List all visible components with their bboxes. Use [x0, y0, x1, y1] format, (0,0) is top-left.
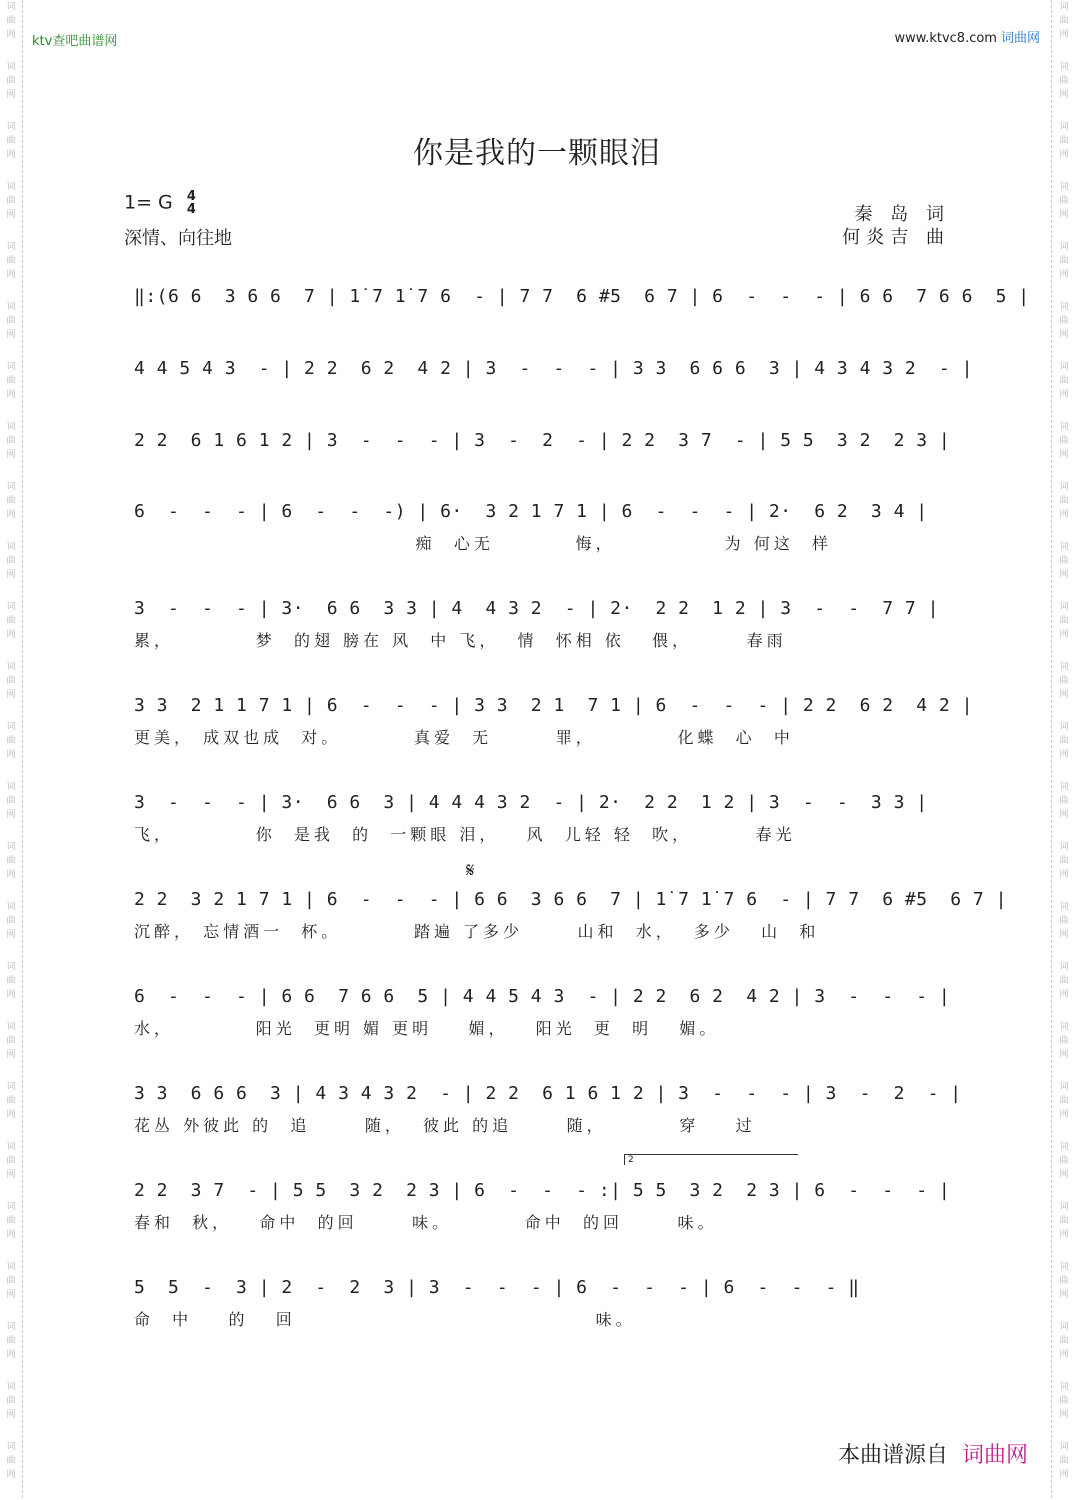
footer-source — [838, 1438, 1028, 1469]
side-watermark: 词 曲 网 — [1059, 362, 1069, 400]
note-row: 3 3 2 1 1 7 1 | 6 - - - | 3 3 2 1 7 1 | 6 - - - | 2 2 6 2 4 2 | — [134, 695, 973, 716]
note-row: 3 - - - | 3· 6 6 3 3 | 4 4 3 2 - | 2· 2 2 1 2 | 3 - - 7 7 | — [134, 598, 939, 619]
side-watermark: 词 曲 网 — [6, 722, 16, 760]
lyric-row: 春和 秋， 命中 的回 味。 命中 的回 味。 — [134, 1213, 718, 1232]
side-watermark: 词 曲 网 — [1059, 422, 1069, 460]
lyric-row: 累， 梦 的翅 膀在 风 中 飞， 情 怀相 依 偎， 春雨 — [134, 631, 787, 650]
score-line — [134, 286, 1030, 307]
lyricist: 秦 岛 词 — [854, 204, 950, 225]
side-watermark: 词 曲 网 — [6, 1202, 16, 1240]
side-watermark: 词 曲 网 — [1059, 1022, 1069, 1060]
side-watermark: 词 曲 网 — [6, 122, 16, 160]
score-line — [134, 1180, 954, 1232]
side-watermark: 词 曲 网 — [6, 362, 16, 400]
lyric-row: 花丛 外彼此 的 追 随， 彼此 的追 随， 穿 过 — [134, 1116, 756, 1135]
time-bottom: 4 — [186, 202, 196, 217]
side-watermark: 词 曲 网 — [1059, 302, 1069, 340]
lyric-row: 沉醉， 忘情酒一 杯。 踏遍 了多少 山和 水， 多少 山 和 — [134, 922, 820, 941]
lyric-row: 更美， 成双也成 对。 真爱 无 罪， 化蝶 心 中 — [134, 728, 794, 747]
score-line — [134, 889, 1007, 941]
lyric-row: 痴 心无 悔， 为 何这 样 — [134, 534, 832, 553]
score-line — [134, 986, 954, 1038]
side-watermark: 词 曲 网 — [6, 542, 16, 580]
side-watermark: 词 曲 网 — [6, 242, 16, 280]
footer-label: 本曲谱源自 — [837, 1443, 948, 1468]
volta-bracket — [624, 1154, 798, 1165]
side-watermark: 词 曲 网 — [1059, 1322, 1069, 1360]
side-watermark: 词 曲 网 — [1059, 242, 1069, 280]
side-watermark: 词 曲 网 — [1059, 782, 1069, 820]
left-watermark-column — [3, 0, 19, 1500]
side-watermark: 词 曲 网 — [6, 602, 16, 640]
score-line — [134, 695, 973, 747]
note-row: ‖:(6 6 3 6 6 7 | 1̇ 7 1̇ 7 6 - | 7 7 6 #5 6 7 | 6 - - - | 6 6 7 6 6 5 | — [134, 286, 1030, 307]
lyric-row: 命 中 的 回 味。 — [134, 1310, 636, 1329]
side-watermark: 词 曲 网 — [1059, 1382, 1069, 1420]
score-line — [134, 1277, 954, 1329]
note-row: 6 - - - | 6 6 7 6 6 5 | 4 4 5 4 3 - | 2 2 6 2 4 2 | 3 - - - | — [134, 986, 951, 1007]
note-row: 2 2 3 7 - | 5 5 3 2 2 3 | 6 - - - :| 5 5 3 2 2 3 | 6 - - - | — [134, 1180, 951, 1201]
score-line — [134, 501, 954, 553]
score-line — [134, 1083, 962, 1135]
footer-site[interactable]: 词曲网 — [961, 1443, 1028, 1468]
side-watermark: 词 曲 网 — [1059, 722, 1069, 760]
score-line — [134, 358, 973, 379]
side-watermark: 词 曲 网 — [6, 482, 16, 520]
header-brand[interactable]: ktv查吧曲谱网 — [32, 34, 118, 49]
volta-label: 2 — [628, 1155, 634, 1165]
side-watermark: 词 曲 网 — [1059, 2, 1069, 40]
side-watermark: 词 曲 网 — [1059, 1082, 1069, 1120]
note-row: 2 2 3 2 1 7 1 | 6 - - - | 6 6 3 6 6 7 | 1̇ 7 1̇ 7 6 - | 7 7 6 #5 6 7 | — [134, 889, 1007, 910]
side-watermark: 词 曲 网 — [6, 1142, 16, 1180]
side-watermark: 词 曲 网 — [6, 662, 16, 700]
note-row: 3 3 6 6 6 3 | 4 3 4 3 2 - | 2 2 6 1 6 1 2 | 3 - - - | 3 - 2 - | — [134, 1083, 962, 1104]
note-row: 3 - - - | 3· 6 6 3 | 4 4 4 3 2 - | 2· 2 2 1 2 | 3 - - 3 3 | — [134, 792, 928, 813]
side-watermark: 词 曲 网 — [1059, 1262, 1069, 1300]
side-watermark: 词 曲 网 — [1059, 662, 1069, 700]
score-line — [134, 792, 954, 844]
side-watermark: 词 曲 网 — [1059, 1202, 1069, 1240]
side-watermark: 词 曲 网 — [6, 962, 16, 1000]
side-watermark: 词 曲 网 — [1059, 902, 1069, 940]
note-row: 5 5 - 3 | 2 - 2 3 | 3 - - - | 6 - - - | 6 - - - ‖ — [134, 1277, 860, 1298]
score-line — [134, 598, 954, 650]
header-url-text[interactable]: www.ktvc8.com — [894, 31, 997, 46]
time-top: 4 — [186, 189, 196, 204]
song-title: 你是我的一颗眼泪 — [413, 136, 661, 171]
side-watermark: 词 曲 网 — [6, 1322, 16, 1360]
side-watermark: 词 曲 网 — [1059, 1442, 1069, 1480]
note-row: 2 2 6 1 6 1 2 | 3 - - - | 3 - 2 - | 2 2 3 7 - | 5 5 3 2 2 3 | — [134, 430, 951, 451]
score-line — [134, 430, 954, 451]
header-site[interactable]: 词曲网 — [1000, 31, 1040, 46]
right-watermark-column — [1056, 0, 1072, 1500]
side-watermark: 词 曲 网 — [6, 2, 16, 40]
side-watermark: 词 曲 网 — [6, 1442, 16, 1480]
note-row: 6 - - - | 6 - - -) | 6· 3 2 1 7 1 | 6 - - - | 2· 6 2 3 4 | — [134, 501, 928, 522]
side-watermark: 词 曲 网 — [6, 1022, 16, 1060]
side-watermark: 词 曲 网 — [6, 1382, 16, 1420]
side-watermark: 词 曲 网 — [6, 302, 16, 340]
side-watermark: 词 曲 网 — [6, 62, 16, 100]
side-watermark: 词 曲 网 — [1059, 482, 1069, 520]
lyric-row: 水， 阳光 更明 媚 更明 媚， 阳光 更 明 媚。 — [134, 1019, 720, 1038]
right-border-line — [1051, 0, 1052, 1498]
time-signature — [187, 190, 196, 216]
side-watermark: 词 曲 网 — [1059, 962, 1069, 1000]
note-row: 4 4 5 4 3 - | 2 2 6 2 4 2 | 3 - - - | 3 3 6 6 6 3 | 4 3 4 3 2 - | — [134, 358, 973, 379]
side-watermark: 词 曲 网 — [1059, 182, 1069, 220]
side-watermark: 词 曲 网 — [1059, 842, 1069, 880]
lyric-row: 飞， 你 是我 的 一颗眼 泪， 风 儿轻 轻 吹， 春光 — [134, 825, 796, 844]
segno-icon: 𝄋 — [466, 858, 475, 882]
expression-mark: 深情、向往地 — [124, 228, 232, 249]
side-watermark: 词 曲 网 — [1059, 62, 1069, 100]
side-watermark: 词 曲 网 — [1059, 122, 1069, 160]
side-watermark: 词 曲 网 — [6, 422, 16, 460]
side-watermark: 词 曲 网 — [1059, 602, 1069, 640]
side-watermark: 词 曲 网 — [6, 902, 16, 940]
side-watermark: 词 曲 网 — [6, 782, 16, 820]
side-watermark: 词 曲 网 — [1059, 542, 1069, 580]
key-signature — [124, 190, 196, 216]
side-watermark: 词 曲 网 — [6, 842, 16, 880]
credits — [842, 203, 950, 249]
left-border-line — [22, 0, 23, 1498]
side-watermark: 词 曲 网 — [6, 182, 16, 220]
side-watermark: 词 曲 网 — [6, 1262, 16, 1300]
header-url[interactable] — [895, 27, 1041, 46]
side-watermark: 词 曲 网 — [6, 1082, 16, 1120]
composer: 何炎吉 曲 — [842, 227, 950, 248]
side-watermark: 词 曲 网 — [1059, 1142, 1069, 1180]
key-label: 1= G — [124, 191, 173, 214]
